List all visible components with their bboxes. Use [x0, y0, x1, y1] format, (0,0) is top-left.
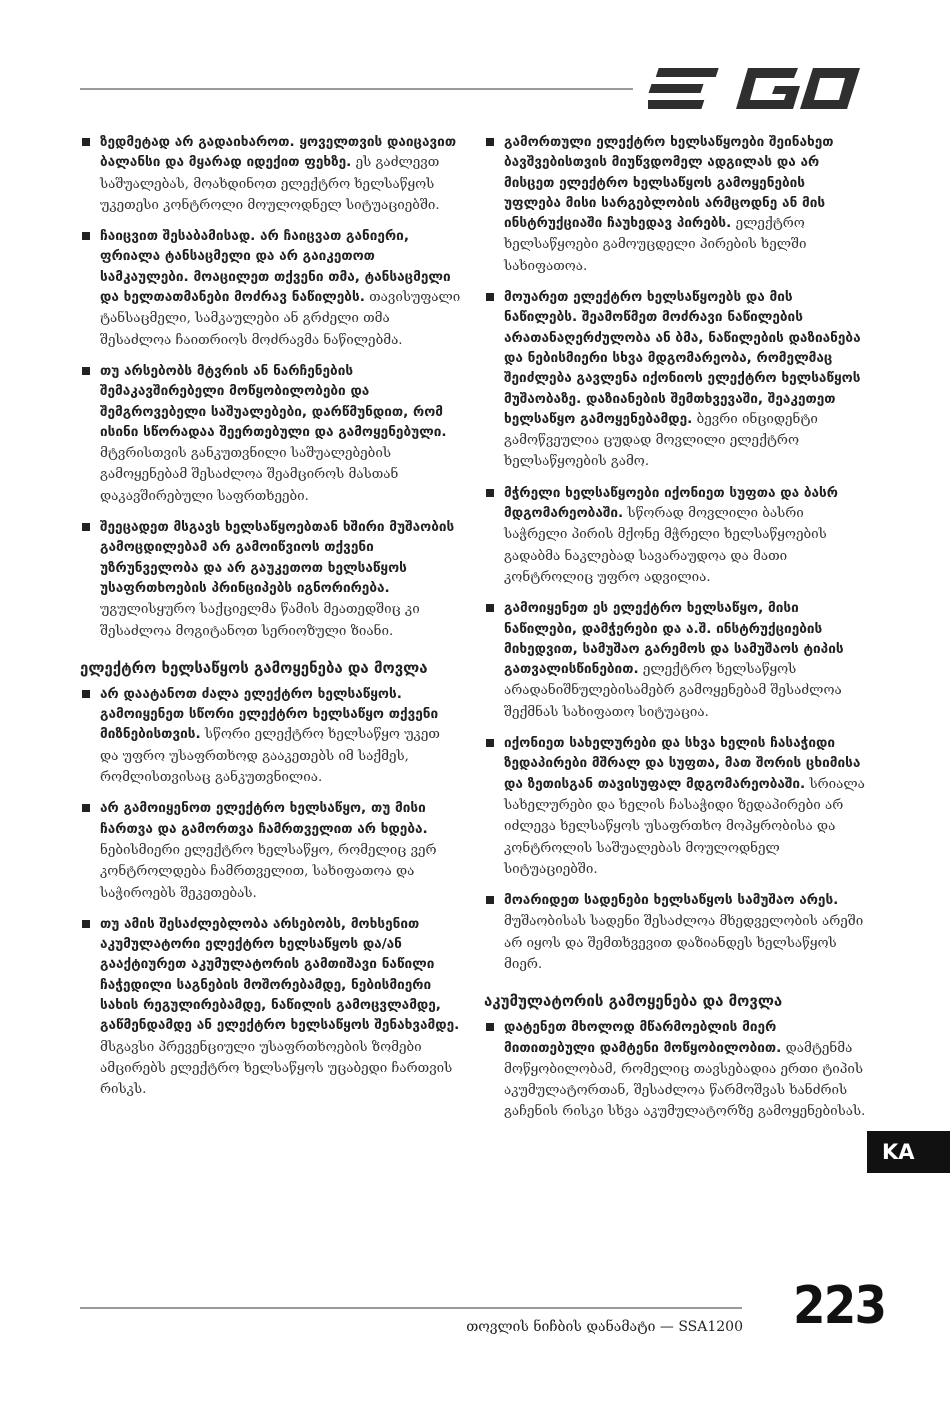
bullet-icon: [82, 138, 90, 146]
header-rule: [80, 88, 633, 90]
ego-logo: [648, 64, 861, 114]
list-item: ზედმეტად არ გადაიხაროთ. ყოველთვის დაიცავით ბალანსი და მყარად იდექით ფეხზე. ეს გაძლევთ საშუალებას, მოახდინოთ ელექტრო ხელსაწყოს უკეთესი კონტროლი მოულოდნელ სიტუაციებში.: [80, 132, 462, 216]
list-item: გამორთული ელექტრო ხელსაწყოები შეინახეთ ბავშვებისთვის მიუწვდომელ ადგილას და არ მისცეთ ელექტრო ხელსაწყოს გამოყენების უფლება მისი სარგებლობის არმცოდნე ან მის ინსტრუქციაში ჩაუხედავ პირებს. ელექტრო ხელსაწყოები გამოუცდელი პირების ხელში სახიფათოა.: [484, 132, 866, 277]
list-item: არ გამოიყენოთ ელექტრო ხელსაწყო, თუ მისი ჩართვა და გამორთვა ჩამრთველით არ ხდება. ნებისმიერი ელექტრო ხელსაწყო, რომელიც ვერ კონტროლდება ჩამრთველით, სახიფათოა და საჭიროებს შეკეთებას.: [80, 798, 462, 903]
bullet-icon: [486, 1023, 494, 1031]
bullet-icon: [82, 523, 90, 531]
bullet-icon: [82, 920, 90, 928]
bullet-icon: [486, 896, 494, 904]
list-item: თუ არსებობს მტვრის ან ნარჩენების შემაკავშირებელი მოწყობილობები და შემგროვებელი საშუალებები, დარწმუნდით, რომ ისინი სწორადაა შეერთებული და გამოყენებული. მტვრისთვის განკუთვნილი საშუალებების გამოყენებამ შესაძლოა შეამციროს მასთან დაკავშირებული საფრთხეები.: [80, 361, 462, 507]
list-item: დატენეთ მხოლოდ მწარმოებლის მიერ მითითებული დამტენი მოწყობილობით. დამტენმა მოწყობილობამ, რომელიც თავსებადია ერთი ტიპის აკუმულატორთან, შესაძლოა წარმოშვას ხანძრის გაჩენის რისკი სხვა აკუმულატორზე გამოყენებისას.: [484, 1017, 866, 1122]
footer-rule: [80, 1307, 742, 1309]
bullet-icon: [82, 232, 90, 240]
bullet-icon: [486, 489, 494, 497]
bullet-icon: [82, 804, 90, 812]
section-heading: ელექტრო ხელსაწყოს გამოყენება და მოვლა: [80, 658, 428, 677]
bullet-icon: [486, 138, 494, 146]
list-item: არ დაატანოთ ძალა ელექტრო ხელსაწყოს. გამოიყენეთ სწორი ელექტრო ხელსაწყო თქვენი მიზნებისთვის. სწორი ელექტრო ხელსაწყო უკეთ და უფრო უსაფრთხოდ გააკეთებს იმ საქმეს, რომლისთვისაც განკუთვნილია.: [80, 684, 462, 788]
list-item: მოარიდეთ სადენები ხელსაწყოს სამუშაო არეს. მუშაობისას სადენი შესაძლოა მხედველობის არეში არ იყოს და შემთხვევით დაზიანდეს ხელსაწყოს მიერ.: [484, 890, 866, 975]
list-item: შეეცადეთ მსგავს ხელსაწყოებთან ხშირი მუშაობის გამოცდილებამ არ გამოიწვიოს თქვენი უზრუნველობა და არ გაუკეთოთ ხელსაწყოს უსაფრთხოების პრინციპებს იგნორირება. უგულისყურო საქციელმა წამის მეათედშიც კი შესაძლოა მოგიტანოთ სერიოზული ზიანი.: [80, 517, 462, 642]
bullet-icon: [486, 604, 494, 612]
page-number: 223: [793, 1276, 886, 1336]
bullet-icon: [82, 690, 90, 698]
left-column: [80, 132, 462, 1110]
bullet-icon: [82, 367, 90, 375]
bullet-icon: [486, 293, 494, 301]
bullet-icon: [486, 739, 494, 747]
list-item: იქონიეთ სახელურები და სხვა ხელის ჩასაჭიდი ზედაპირები მშრალ და სუფთა, მათ შორის ცხიმისა და ზეთისგან თავისუფალ მდგომარეობაში. სრიალა სახელურები და ხელის ჩასაჭიდი ზედაპირები არ იძლევა ხელსაწყოს უსაფრთხო მოპყრობისა და კონტროლის საშუალებას მოულოდნელ სიტუაციებში.: [484, 733, 866, 880]
footer-text: თოვლის ნიჩბის დანამატი — SSA1200: [466, 1319, 743, 1335]
list-item: ჩაიცვით შესაბამისად. არ ჩაიცვათ განიერი, ფრიალა ტანსაცმელი და არ გაიკეთოთ სამკაულები. მოაცილეთ თქვენი თმა, ტანსაცმელი და ხელთათმანები მოძრავ ნაწილებს. თავისუფალი ტანსაცმელი, სამკაულები ან გრძელი თმა შესაძლოა ჩაითრიოს მოძრავმა ნაწილებმა.: [80, 226, 462, 351]
right-column: [484, 132, 866, 1133]
list-item: მოუარეთ ელექტრო ხელსაწყოებს და მის ნაწილებს. შეამოწმეთ მოძრავი ნაწილების არათანაღერძულობა ან ბმა, ნაწილების დაზიანება და ნებისმიერი სხვა მდგომარეობა, რომელმაც შეიძლება გავლენა იქონიოს ელექტრო ხელსაწყოს მუშაობაზე. დაზიანების შემთხვევაში, შეაკეთეთ ხელსაწყო გამოყენებამდე. ბევრი ინციდენტი გამოწვეულია ცუდად მოვლილი ელექტრო ხელსაწყოების გამო.: [484, 287, 866, 473]
section-heading: აკუმულატორის გამოყენება და მოვლა: [484, 992, 783, 1011]
list-item: თუ ამის შესაძლებლობა არსებობს, მოხსენით აკუმულატორი ელექტრო ხელსაწყოს და/ან გააქტიურეთ აკუმულატორის გამთიშავი ნაწილი ჩაჭედილი საგნების მოშორებამდე, ნებისმიერი სახის რეგულირებამდე, ნაწილის გამოცვლამდე, გაწმენდამდე ან ელექტრო ხელსაწყოს შენახვამდე. მსგავსი პრევენციული უსაფრთხოების ზომები ამცირებს ელექტრო ხელსაწყოს უცაბედი ჩართვის რისკს.: [80, 914, 462, 1101]
list-item: მჭრელი ხელსაწყოები იქონიეთ სუფთა და ბასრ მდგომარეობაში. სწორად მოვლილი ბასრი საჭრელი პირის მქონე მჭრელი ხელსაწყოების გადაბმა ნაკლებად სავარაუდოა და მათი კონტროლიც უფრო ადვილია.: [484, 483, 866, 588]
language-tab: KA: [867, 1131, 950, 1173]
list-item: გამოიყენეთ ეს ელექტრო ხელსაწყო, მისი ნაწილები, დამჭერები და ა.შ. ინსტრუქციების მიხედვით, სამუშაო გარემოს და სამუშაოს ტიპის გათვალისწინებით. ელექტრო ხელსაწყოს არადანიშნულებისამებრ გამოყენებამ შესაძლოა შექმნას სახიფათო სიტუაცია.: [484, 598, 866, 723]
